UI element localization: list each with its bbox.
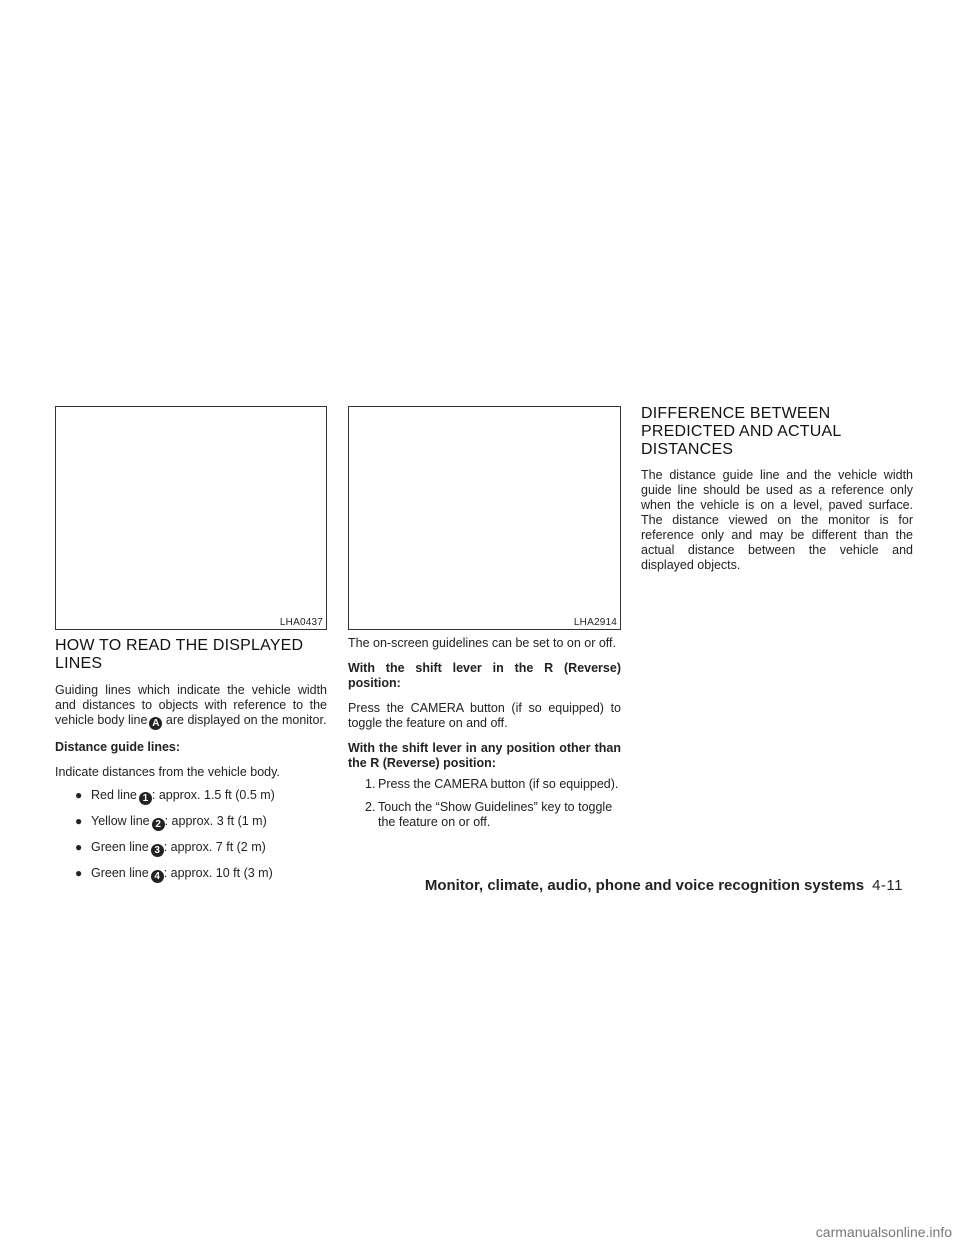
bullet-icon: ●: [75, 840, 83, 854]
bullet-icon: ●: [75, 866, 83, 880]
figure-lha0437: [55, 406, 327, 630]
sub-intro: Indicate distances from the vehicle body.: [55, 765, 280, 779]
distance-list: [55, 788, 327, 883]
list-item: ● Red line 1 : approx. 1.5 ft (0.5 m): [75, 788, 275, 804]
right-column: [641, 405, 913, 583]
figure-lha2914: [348, 406, 621, 630]
figure-code: LHA0437: [279, 617, 323, 628]
bullet-icon: ●: [75, 788, 83, 802]
number-marker-icon: 2: [152, 818, 165, 831]
list-item: 1. Press the CAMERA button (if so equipped).: [365, 777, 619, 791]
list-item: ● Green line 4 : approx. 10 ft (3 m): [75, 866, 273, 882]
subheading: With the shift lever in any position other than the R (Reverse) position:: [348, 741, 621, 770]
middle-column: [348, 636, 621, 838]
subheading: With the shift lever in the R (Reverse) position:: [348, 661, 621, 690]
number-marker-icon: 4: [151, 870, 164, 883]
section-heading: HOW TO READ THE DISPLAYED LINES: [55, 637, 304, 672]
footer-section-title: Monitor, climate, audio, phone and voice recognition systems: [424, 877, 865, 894]
bullet-icon: ●: [75, 814, 83, 828]
paragraph: Press the CAMERA button (if so equipped) to toggle the feature on and off.: [348, 701, 621, 730]
paragraph: The on-screen guidelines can be set to on or off.: [348, 636, 616, 650]
page-number: 4-11: [872, 877, 903, 894]
section-heading: DIFFERENCE BETWEEN PREDICTED AND ACTUAL DISTANCES: [641, 405, 841, 458]
list-item: ● Yellow line 2 : approx. 3 ft (1 m): [75, 814, 267, 830]
list-item: ● Green line 3 : approx. 7 ft (2 m): [75, 840, 266, 856]
number-marker-icon: 1: [139, 792, 152, 805]
watermark: carmanualsonline.info: [815, 1224, 952, 1240]
subheading: Distance guide lines:: [55, 740, 181, 754]
paragraph: The distance guide line and the vehicle width guide line should be used as a reference only when the vehicle is on a level, paved surface. The distance viewed on the monitor is for reference only and may be different than the actual distance between the vehicle and displayed objects.: [641, 468, 913, 572]
list-item: 2. Touch the “Show Guidelines” key to toggle the feature on or off.: [365, 800, 613, 829]
page-footer: [425, 877, 903, 894]
number-marker-icon: 3: [151, 844, 164, 857]
steps-list: [348, 777, 621, 830]
left-column: [55, 637, 327, 892]
figure-code: LHA2914: [573, 617, 617, 628]
marker-a-icon: A: [149, 717, 162, 730]
intro-paragraph: Guiding lines which indicate the vehicle width and distances to objects with reference to the vehicle body line A are displayed on the monitor.: [55, 683, 327, 729]
